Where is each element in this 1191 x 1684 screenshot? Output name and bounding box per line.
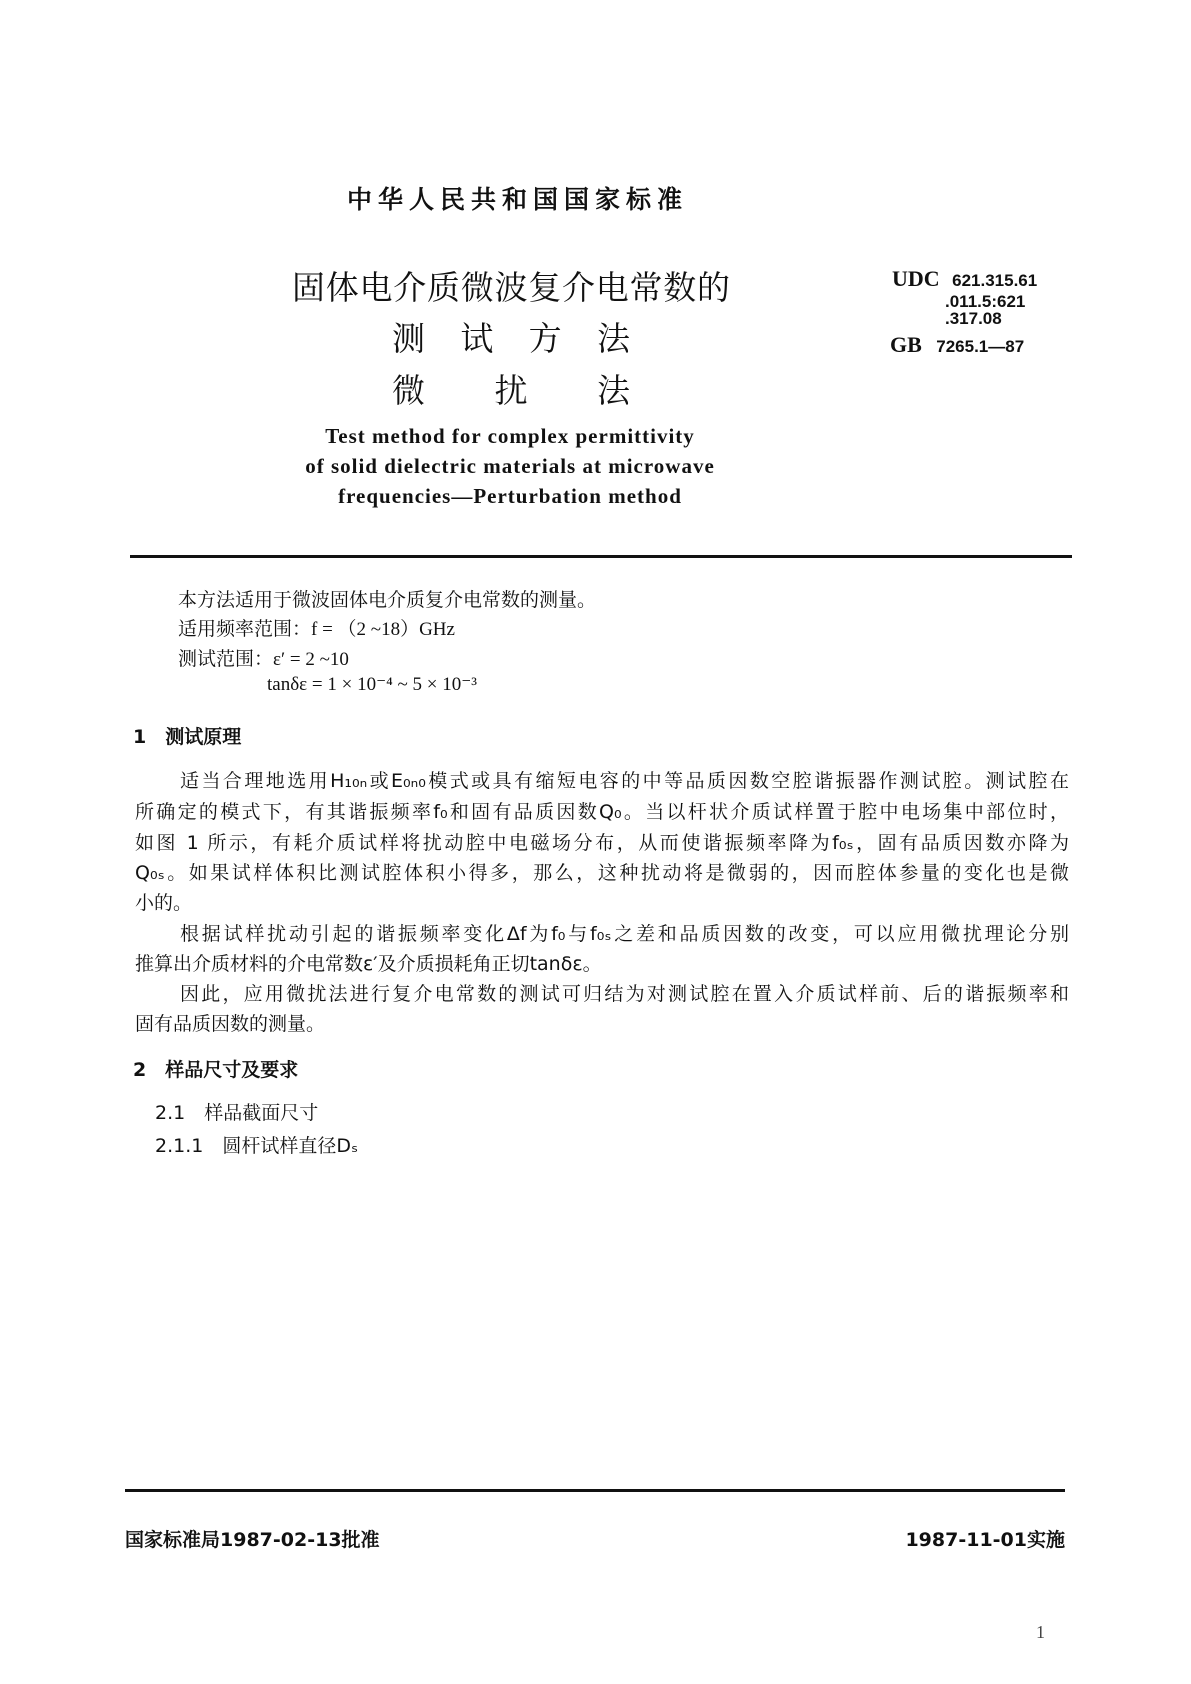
paragraph-line: 适当合理地选用H₁₀ₙ或E₀ₙ₀模式或具有缩短电容的中等品质因数空腔谐振器作测试腔。测试腔在 [180, 770, 1069, 792]
section-2-heading: 2 样品尺寸及要求 [133, 1059, 299, 1081]
header-divider [130, 555, 1072, 558]
udc-label: UDC [892, 266, 940, 291]
title-line-2: 测试方法 [392, 319, 630, 358]
paragraph-line: 如图 1 所示，有耗介质试样将扰动腔中电磁场分布，从而使谐振频率降为f₀ₛ，固有品质因数亦降为 [135, 832, 1069, 854]
scope-line-2 [178, 614, 455, 641]
section-2-1-1-heading: 2.1.1 圆杆试样直径Dₛ [155, 1135, 359, 1157]
scope-line-1: 本方法适用于微波固体电介质复介电常数的测量。 [178, 589, 597, 611]
page-number: 1 [1036, 1622, 1045, 1642]
paragraph-line: 因此，应用微扰法进行复介电常数的测试可归结为对测试腔在置入介质试样前、后的谐振频率和 [180, 983, 1069, 1005]
udc-code-3: .317.08 [945, 309, 1002, 328]
paragraph-line: 小的。 [135, 892, 193, 914]
scope-freq-label: 适用频率范围： [178, 618, 312, 640]
section-1-heading: 1 测试原理 [133, 726, 242, 748]
english-title-line-1: Test method for complex permittivity [325, 424, 695, 448]
scope-freq-value: f = （2 ~18）GHz [311, 619, 455, 640]
paragraph-line: 推算出介质材料的介电常数ε′及介质损耗角正切tanδε。 [135, 953, 602, 975]
scope-loss-tangent-value: tanδε = 1 × 10⁻⁴ ~ 5 × 10⁻³ [267, 674, 477, 695]
scope-range-label: 测试范围： [178, 648, 274, 670]
udc-line [892, 266, 1037, 292]
paragraph-line: 所确定的模式下，有其谐振频率f₀和固有品质因数Q₀。当以杆状介质试样置于腔中电场集中部位时， [135, 801, 1069, 823]
paragraph-line: 根据试样扰动引起的谐振频率变化Δf为f₀与f₀ₛ之差和品质因数的改变，可以应用微扰理论分别 [180, 923, 1069, 945]
english-title-line-3: frequencies—Perturbation method [338, 484, 682, 508]
standard-org: 中华人民共和国国家标准 [347, 185, 689, 214]
udc-code-2: .011.5:621 [945, 292, 1026, 311]
section-2-1-heading: 2.1 样品截面尺寸 [155, 1102, 319, 1124]
udc-code-1: 621.315.61 [952, 271, 1038, 290]
effective-date: 1987-11-01实施 [905, 1529, 1065, 1551]
title-line-3: 微扰法 [392, 371, 630, 410]
scope-permittivity-value: ε′ = 2 ~10 [273, 649, 349, 670]
title-line-1: 固体电介质微波复介电常数的 [292, 268, 730, 307]
english-title-line-2: of solid dielectric materials at microwave [305, 454, 715, 478]
paragraph-line: Q₀ₛ。如果试样体积比测试腔体积小得多，那么，这种扰动将是微弱的，因而腔体参量的变化也是微 [135, 862, 1069, 884]
gb-line [890, 332, 1024, 358]
scope-line-3 [178, 644, 349, 671]
gb-number: 7265.1—87 [936, 337, 1025, 356]
gb-label: GB [890, 332, 922, 357]
paragraph-line: 固有品质因数的测量。 [135, 1013, 326, 1035]
footer-divider [125, 1489, 1065, 1492]
approval-date: 国家标准局1987-02-13批准 [125, 1529, 380, 1551]
